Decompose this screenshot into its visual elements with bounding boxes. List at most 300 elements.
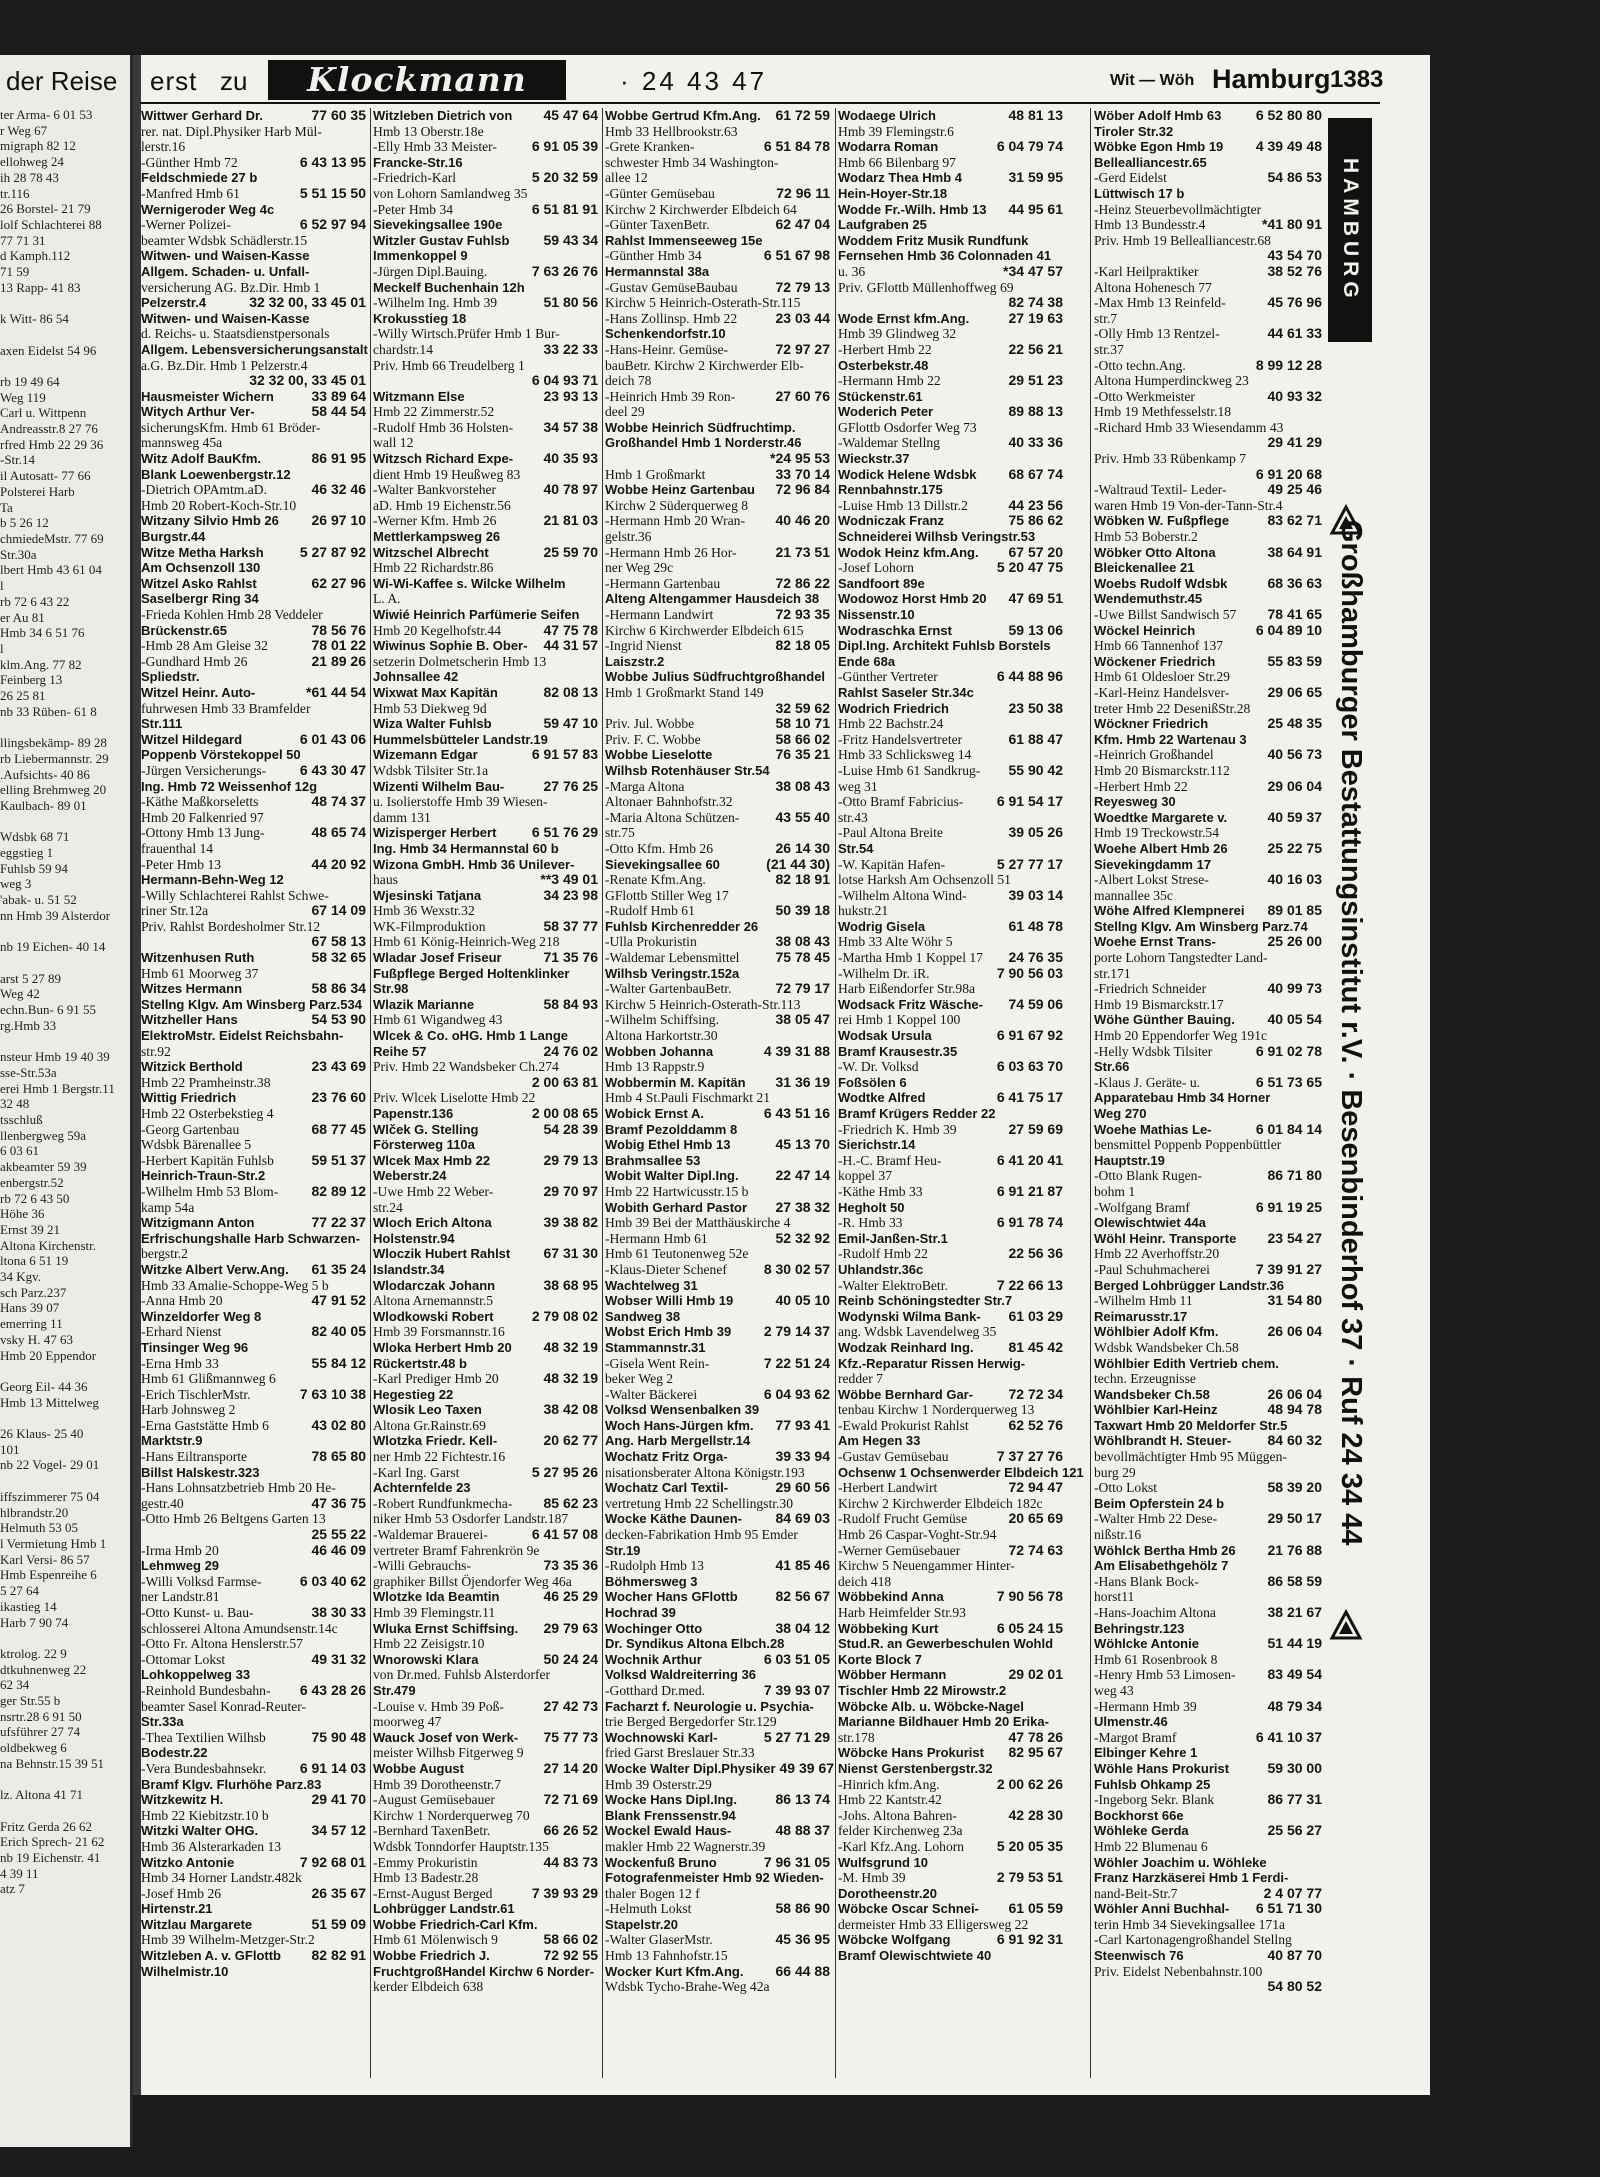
entry-name: techn. Erzeugnisse	[1094, 1371, 1196, 1387]
entry-phone	[362, 591, 366, 607]
entry-phone	[826, 1605, 830, 1621]
directory-entry	[838, 467, 1063, 483]
entry-phone: 25 55 22	[311, 1526, 366, 1543]
directory-entry	[373, 170, 598, 186]
directory-entry	[141, 1699, 366, 1715]
entry-phone: 6 51 73 65	[1255, 1073, 1322, 1090]
entry-phone: 7 90 56 78	[996, 1588, 1063, 1605]
directory-entry	[838, 1901, 1063, 1917]
entry-phone: 62 47 04	[775, 216, 830, 233]
entry-phone	[362, 919, 366, 935]
directory-entry	[373, 1044, 598, 1060]
directory-entry	[141, 358, 366, 374]
entry-phone	[1318, 186, 1322, 202]
directory-entry	[1094, 1075, 1322, 1091]
entry-phone	[1059, 810, 1063, 826]
entry-name: Wodowoz Horst Hmb 20	[838, 591, 987, 607]
directory-entry	[605, 1200, 830, 1216]
entry-name: -Hinrich kfm.Ang.	[838, 1776, 940, 1792]
entry-phone: 2 79 53 51	[996, 1869, 1063, 1886]
directory-entry	[1094, 1574, 1322, 1590]
directory-entry	[373, 1964, 598, 1980]
entry-phone: 33 22 33	[543, 340, 598, 357]
directory-entry	[605, 1012, 830, 1028]
directory-entry	[605, 326, 830, 342]
entry-phone	[594, 404, 598, 420]
entry-name: Kirchw 5 Heinrich-Osterath-Str.115	[605, 295, 801, 311]
entry-phone: 8 99 12 28	[1255, 356, 1322, 373]
directory-entry	[838, 981, 1063, 997]
entry-phone: 58 66 02	[775, 730, 830, 747]
entry-name: -Wilhelm Hmb 53 Blom-	[141, 1183, 279, 1199]
entry-phone	[1059, 1683, 1063, 1699]
entry-name: Allgem. Schaden- u. Unfall-	[141, 263, 310, 279]
entry-name: -Walter GartenbauBetr.	[605, 981, 732, 997]
directory-entry	[1094, 934, 1322, 950]
directory-entry	[373, 529, 598, 545]
entry-phone: 82 08 13	[543, 683, 598, 700]
entry-phone	[594, 1636, 598, 1652]
entry-name: Wobig Ethel Hmb 13	[605, 1137, 731, 1153]
entry-name: -W. Dr. Volksd	[838, 1059, 919, 1075]
directory-entry	[605, 1371, 830, 1387]
entry-name: -Heinz Steuerbevollmächtigter	[1094, 201, 1262, 217]
entry-phone: 38 21 67	[1267, 1604, 1322, 1620]
entry-name: Wodtke Alfred	[838, 1090, 926, 1106]
directory-entry	[141, 545, 366, 561]
entry-phone	[1318, 1855, 1322, 1871]
directory-entry	[605, 420, 830, 436]
entry-name: -Hermann Hmb 26 Hor-	[605, 544, 737, 560]
directory-entry	[373, 1480, 598, 1496]
entry-phone	[594, 435, 598, 451]
entry-name: nißstr.16	[1094, 1527, 1142, 1543]
entry-phone: 7 22 66 13	[996, 1276, 1063, 1293]
entry-name: Priv. Hmb 22 Wandsbeker Ch.274	[373, 1059, 559, 1075]
entry-phone: 38 64 91	[1267, 543, 1322, 560]
entry-phone: 43 55 40	[775, 808, 830, 825]
entry-name: -Anna Hmb 20	[141, 1293, 223, 1309]
directory-entry	[838, 482, 1063, 498]
entry-name: Billst Halskestr.323	[141, 1464, 260, 1480]
entry-name: Wdsbk Tilsiter Str.1a	[373, 762, 489, 778]
directory-entry	[1094, 1777, 1322, 1793]
entry-name	[1094, 435, 1097, 451]
entry-phone	[826, 1636, 830, 1652]
directory-entry	[838, 841, 1063, 857]
directory-entry	[838, 903, 1063, 919]
entry-phone	[1059, 1699, 1063, 1715]
entry-name: Wöbbekind Anna	[838, 1589, 944, 1605]
entry-phone: 6 43 30 47	[299, 761, 366, 778]
directory-entry	[838, 1527, 1063, 1543]
entry-name: Stammannstr.31	[605, 1339, 706, 1355]
entry-name: -Ewald Prokurist Rahlst	[838, 1417, 969, 1433]
directory-entry	[605, 498, 830, 514]
entry-phone	[362, 498, 366, 514]
entry-name: Priv. Hmb 19 Bellealliancestr.68	[1094, 232, 1271, 248]
entry-phone	[1059, 1106, 1063, 1122]
directory-entry	[373, 280, 598, 296]
entry-name: Achternfelde 23	[373, 1480, 471, 1496]
entry-phone	[1059, 1293, 1063, 1309]
entry-phone: 82 18 05	[775, 637, 830, 654]
entry-name: Hmb 19 Treckowstr.54	[1094, 825, 1219, 841]
entry-name: -Karl Heilpraktiker	[1094, 263, 1199, 279]
entry-phone	[362, 1714, 366, 1730]
entry-name: Hmb 19 Methfesselstr.18	[1094, 404, 1232, 420]
entry-phone	[594, 1449, 598, 1465]
entry-name: weg 43	[1094, 1682, 1134, 1698]
directory-entry	[141, 1480, 366, 1496]
entry-phone	[1059, 1324, 1063, 1340]
entry-name: Witwen- und Waisen-Kasse	[141, 310, 310, 326]
prev-page-line	[0, 1410, 130, 1426]
entry-phone: 72 96 11	[776, 184, 830, 201]
directory-entry	[605, 950, 830, 966]
entry-phone	[1059, 981, 1063, 997]
entry-phone	[362, 841, 366, 857]
entry-phone: 82 40 05	[311, 1323, 366, 1340]
prev-page-line: nb 33 Rüben- 61 8	[0, 703, 97, 719]
directory-entry	[838, 1262, 1063, 1278]
entry-name: Sierichstr.14	[838, 1137, 916, 1153]
directory-entry	[373, 966, 598, 982]
entry-name: Reihe 57	[373, 1043, 427, 1059]
entry-name: GFlottb Osdorfer Weg 73	[838, 419, 977, 435]
entry-phone	[826, 669, 830, 685]
entry-phone: 58 44 54	[311, 403, 366, 420]
entry-phone	[594, 1574, 598, 1590]
entry-name: Bramf Klgv. Flurhöhe Parz.83	[141, 1776, 322, 1792]
header-phone: · 24 43 47	[620, 66, 768, 96]
directory-entry	[605, 482, 830, 498]
entry-name: Meckelf Buchenhain 12h	[373, 279, 525, 295]
entry-name: -Helmuth Lokst	[605, 1901, 692, 1917]
entry-name: Wizenti Wilhelm Bau-	[373, 778, 505, 794]
entry-name: -Louise v. Hmb 39 Poß-	[373, 1698, 504, 1714]
directory-entry	[605, 794, 830, 810]
directory-entry	[1094, 186, 1322, 202]
prev-page-line: -Str.14	[0, 452, 36, 468]
directory-entry	[838, 1387, 1063, 1403]
directory-entry	[605, 1231, 830, 1247]
directory-entry	[605, 186, 830, 202]
entry-phone	[826, 1527, 830, 1543]
entry-phone: 89 01 85	[1267, 902, 1322, 919]
entry-name: str.43	[838, 809, 868, 825]
entry-phone	[1318, 1714, 1322, 1730]
entry-name: -Ingeborg Sekr. Blank	[1094, 1792, 1215, 1808]
entry-phone	[1059, 248, 1063, 264]
directory-entry	[605, 513, 830, 529]
prev-page-line: lolf Schlachterei 88	[0, 216, 102, 232]
entry-name: Nissenstr.10	[838, 607, 915, 622]
directory-entry	[838, 1948, 1063, 1964]
entry-phone	[362, 233, 366, 249]
klockmann-logo: Klockmann	[268, 60, 566, 100]
entry-name: Wobbe Julius Südfruchtgroßhandel	[605, 669, 826, 685]
prev-page-line: ellohweg 24	[0, 154, 64, 170]
entry-name: Wöckner Friedrich	[1094, 716, 1209, 732]
directory-entry	[838, 1792, 1063, 1808]
directory-entry	[838, 997, 1063, 1013]
entry-name: Marktstr.9	[141, 1433, 203, 1449]
directory-entry	[373, 513, 598, 529]
directory-entry	[1094, 1293, 1322, 1309]
directory-entry	[1094, 779, 1322, 795]
entry-phone	[362, 1231, 366, 1247]
entry-name: -Käthe Hmb 33	[838, 1183, 923, 1199]
entry-name: von Dr.med. Fuhlsb Alsterdorfer	[373, 1667, 551, 1683]
prev-page-line: ltona 6 51 19	[0, 1253, 69, 1269]
entry-name: Wloka Herbert Hmb 20	[373, 1339, 512, 1355]
entry-phone	[1059, 1168, 1063, 1184]
directory-entry	[605, 1309, 830, 1325]
column-divider	[1090, 108, 1091, 2078]
entry-name: Wöckener Friedrich	[1094, 653, 1216, 669]
entry-phone	[594, 841, 598, 857]
directory-entry	[141, 311, 366, 327]
entry-phone: 61 88 47	[1008, 730, 1063, 747]
directory-entry	[605, 1792, 830, 1808]
entry-name: Burgstr.44	[141, 529, 206, 545]
entry-name: -Hans Lohnsatzbetrieb Hmb 20 He-	[141, 1480, 336, 1496]
entry-name: Hochrad 39	[605, 1605, 676, 1620]
directory-entry	[141, 591, 366, 607]
entry-phone: 82 89 12	[311, 1182, 366, 1199]
entry-phone: 54 28 39	[543, 1120, 598, 1137]
entry-phone	[826, 1028, 830, 1044]
entry-phone: 31 59 95	[1008, 169, 1063, 186]
entry-phone	[826, 1090, 830, 1106]
directory-entry	[605, 1558, 830, 1574]
directory-entry	[141, 1574, 366, 1590]
directory-entry	[1094, 1855, 1322, 1871]
directory-entry	[1094, 1714, 1322, 1730]
entry-name: Hmb 22 Zimmerstr.52	[373, 404, 495, 420]
directory-entry	[605, 1917, 830, 1933]
entry-name: -Günter Gemüsebau	[605, 185, 715, 201]
directory-entry	[838, 716, 1063, 732]
prev-page-line: Fuhlsb 59 94	[0, 860, 68, 876]
entry-name: Wdsbk Tonndorfer Hauptstr.135	[373, 1838, 549, 1854]
prev-page-line	[0, 719, 130, 735]
entry-phone	[362, 1932, 366, 1948]
directory-entry	[1094, 1589, 1322, 1605]
directory-entry	[141, 747, 366, 763]
entry-name: Hmb 66 Bilenbarg 97	[838, 154, 956, 170]
entry-phone	[1059, 1948, 1063, 1964]
directory-entry	[605, 1511, 830, 1527]
entry-name: Hmb 33 Hellbrookstr.63	[605, 123, 738, 139]
directory-entry	[141, 1449, 366, 1465]
directory-entry	[141, 1278, 366, 1294]
directory-entry	[838, 1636, 1063, 1652]
entry-phone: 7 39 91 27	[1255, 1260, 1322, 1277]
entry-name: makler Hmb 22 Wagnerstr.39	[605, 1838, 766, 1854]
entry-phone: 68 77 45	[311, 1120, 366, 1137]
entry-phone: 6 91 67 92	[996, 1027, 1063, 1044]
directory-entry	[373, 202, 598, 218]
entry-phone: 45 13 70	[775, 1136, 830, 1153]
entry-name: Hmb 61 König-Heinrich-Weg 218	[373, 934, 560, 950]
directory-entry	[1094, 1137, 1322, 1153]
entry-phone	[826, 623, 830, 639]
entry-name: Witzigmann Anton	[141, 1215, 255, 1231]
entry-name: Sievekingsallee 190e	[373, 217, 503, 233]
entry-phone: 47 69 51	[1008, 590, 1063, 607]
prev-page-line: Str.30a	[0, 546, 37, 562]
entry-name: a.G. Bz.Dir. Hmb 1 Pelzerstr.4	[141, 357, 308, 373]
entry-name: -Karl Ing. Garst	[373, 1464, 460, 1480]
entry-phone	[1318, 1683, 1322, 1699]
entry-name: -Henry Hmb 53 Limosen-	[1094, 1667, 1236, 1683]
entry-phone: 61 35 24	[311, 1260, 366, 1277]
directory-entry	[373, 311, 598, 327]
entry-name: -Waldemar Brauerei-	[373, 1527, 488, 1543]
entry-phone: 74 59 06	[1008, 995, 1063, 1012]
entry-phone: 6 03 51 05	[763, 1650, 830, 1667]
entry-name: u. 36	[838, 263, 866, 279]
entry-name: Fernsehen Hmb 36 Colonnaden 41	[838, 248, 1052, 264]
entry-phone	[826, 1979, 830, 1995]
directory-entry	[141, 1059, 366, 1075]
directory-entry	[605, 934, 830, 950]
entry-name: Hmb 22 Richardstr.86	[373, 560, 494, 576]
entry-name: Dr. Syndikus Altona Elbch.28	[605, 1636, 785, 1652]
entry-phone	[362, 1901, 366, 1917]
directory-entry	[141, 482, 366, 498]
directory-entry	[605, 591, 830, 607]
entry-phone: 6 04 93 62	[763, 1385, 830, 1402]
entry-name: Apparatebau Hmb 34 Horner	[1094, 1090, 1271, 1106]
entry-phone: 5 20 05 35	[996, 1837, 1063, 1854]
prev-page-line: rb 72 6 43 22	[0, 593, 70, 609]
directory-entry	[141, 607, 366, 623]
directory-entry	[1094, 981, 1322, 997]
entry-phone: 59 51 37	[311, 1151, 366, 1168]
directory-entry	[141, 1589, 366, 1605]
entry-phone	[362, 1465, 366, 1481]
entry-name: Hmb 13 Bundesstr.4	[1094, 217, 1206, 233]
entry-phone	[594, 1012, 598, 1028]
prev-page-line	[0, 1363, 130, 1379]
entry-name: Wlotzke Ida Beamtin	[373, 1589, 500, 1605]
directory-entry	[373, 1932, 598, 1948]
directory-entry	[1094, 763, 1322, 779]
entry-phone: 24 76 35	[1008, 949, 1063, 966]
entry-phone: 86 71 80	[1267, 1167, 1322, 1184]
directory-entry	[141, 794, 366, 810]
entry-name: Stapelstr.20	[605, 1916, 678, 1932]
entry-phone	[1059, 1044, 1063, 1060]
directory-entry	[1094, 1917, 1322, 1933]
entry-name: fried Garst Breslauer Str.33	[605, 1745, 755, 1761]
entry-name: tenbau Kirchw 1 Norderquerweg 13	[838, 1402, 1035, 1418]
entry-phone: 23 93 13	[543, 387, 598, 404]
entry-phone: 7 63 26 76	[531, 262, 598, 279]
entry-name: -Erna Hmb 33	[141, 1355, 219, 1371]
entry-name: str.7	[1094, 310, 1118, 326]
entry-name: Witzmann Else	[373, 388, 465, 404]
entry-name: ang. Wdsbk Lavendelweg 35	[838, 1324, 997, 1340]
directory-entry	[1094, 669, 1322, 685]
directory-entry	[838, 311, 1063, 327]
entry-name: Wilhsb Rotenhäuser Str.54	[605, 762, 770, 778]
directory-entry	[373, 1511, 598, 1527]
entry-name: Wlcek & Co. oHG. Hmb 1 Lange	[373, 1028, 569, 1044]
entry-phone: 72 97 27	[775, 340, 830, 357]
directory-entry	[838, 326, 1063, 342]
entry-name: -Emmy Prokuristin	[373, 1854, 478, 1870]
entry-phone	[362, 669, 366, 685]
directory-entry	[141, 217, 366, 233]
entry-name: Wjesinski Tatjana	[373, 887, 482, 903]
entry-name: Försterweg 110a	[373, 1137, 475, 1153]
entry-phone	[362, 1589, 366, 1605]
entry-phone	[1318, 233, 1322, 249]
directory-entry	[605, 248, 830, 264]
entry-name: Priv. F. C. Wobbe	[605, 731, 701, 747]
entry-phone	[826, 1153, 830, 1169]
entry-name: Hmb 39 Flemingstr.6	[838, 123, 954, 139]
entry-name: -Otto Werkmeister	[1094, 388, 1195, 404]
entry-phone	[826, 1465, 830, 1481]
directory-entry	[838, 888, 1063, 904]
directory-entry	[605, 1683, 830, 1699]
directory-entry	[141, 280, 366, 296]
prev-page-line	[0, 1630, 130, 1646]
directory-entry	[373, 1870, 598, 1886]
entry-phone: 5 51 15 50	[299, 184, 366, 201]
entry-phone: 23 54 27	[1267, 1229, 1322, 1246]
directory-entry	[141, 1761, 366, 1777]
directory-entry	[838, 1309, 1063, 1325]
entry-name: Kirchw 2 Süderquerweg 8	[605, 497, 749, 513]
directory-entry	[838, 1168, 1063, 1184]
entry-phone: 45 36 95	[775, 1931, 830, 1948]
entry-name: Hmb 33 Amalie-Schoppe-Weg 5 b	[141, 1277, 329, 1293]
entry-phone: 73 35 36	[543, 1557, 598, 1574]
entry-phone: 67 58 13	[311, 933, 366, 950]
page-header	[0, 60, 1384, 104]
entry-name: Hmb 39 Glindweg 32	[838, 326, 957, 342]
prev-page-line: Feinberg 13	[0, 672, 63, 688]
entry-phone	[362, 1028, 366, 1044]
entry-phone	[362, 1340, 366, 1356]
prev-page-line	[0, 814, 130, 830]
directory-entry	[838, 1464, 1084, 1481]
directory-entry	[838, 1012, 1063, 1028]
prev-page-line: iffszimmerer 75 04	[0, 1488, 100, 1504]
directory-entry	[373, 217, 598, 233]
entry-name: Foßsölen 6	[838, 1074, 907, 1090]
entry-name: -Albert Lokst Strese-	[1094, 872, 1209, 888]
entry-name: Wodde Fr.-Wilh. Hmb 13	[838, 201, 987, 217]
entry-phone: 26 06 04	[1267, 1323, 1322, 1340]
entry-name: Immenkoppel 9	[373, 248, 468, 264]
entry-name	[1094, 467, 1097, 483]
directory-entry	[1094, 248, 1322, 264]
directory-entry	[373, 124, 598, 140]
directory-entry	[1094, 1511, 1322, 1527]
entry-name: -Jürgen Versicherungs-	[141, 762, 267, 778]
entry-name: Hmb 22 Blumenau 6	[1094, 1838, 1208, 1854]
entry-phone	[826, 1917, 830, 1933]
entry-name: -Waltraud Textil- Leder-	[1094, 482, 1227, 498]
entry-name: kamp 54a	[141, 1199, 195, 1215]
